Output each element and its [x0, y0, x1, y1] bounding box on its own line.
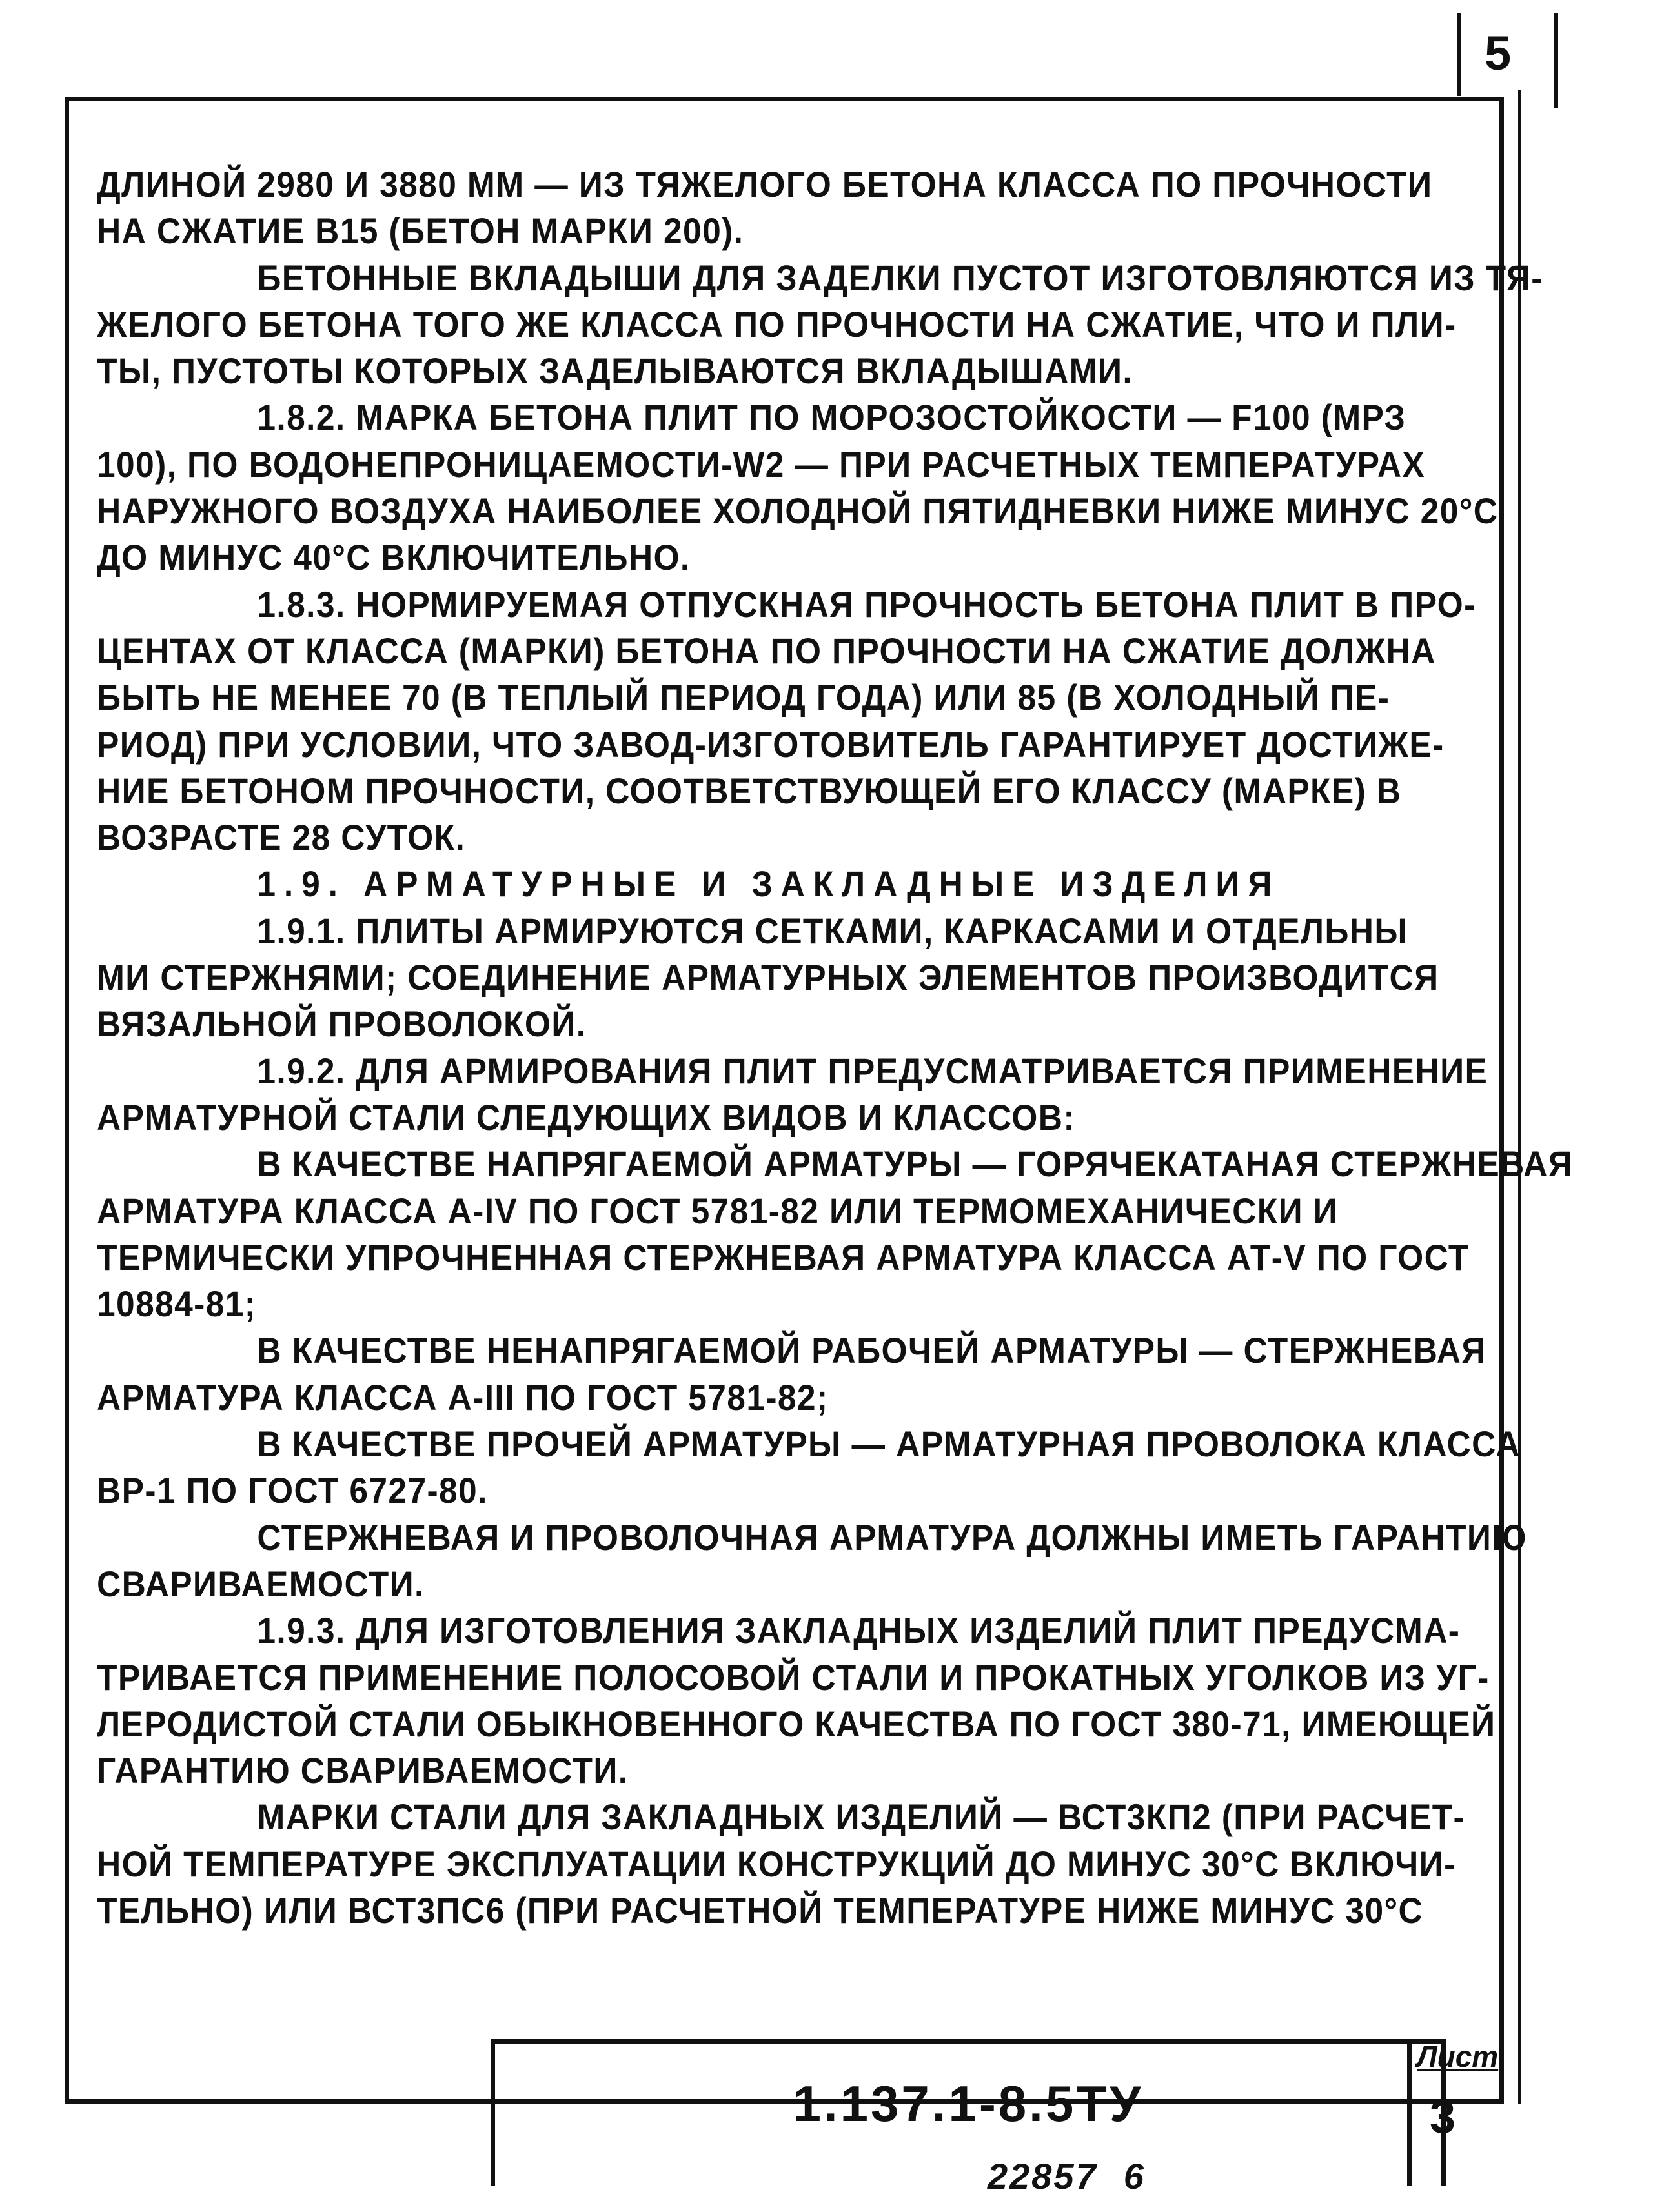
- text-line: НОЙ ТЕМПЕРАТУРЕ ЭКСПЛУАТАЦИИ КОНСТРУКЦИЙ ДО МИНУС 30°С ВКЛЮЧИ-: [97, 1843, 1456, 1884]
- text-line: СВАРИВАЕМОСТИ.: [97, 1563, 425, 1604]
- inventory-number: 22857: [988, 2156, 1098, 2197]
- text-line: ТЕРМИЧЕСКИ УПРОЧНЕННАЯ СТЕРЖНЕВАЯ АРМАТУРА КЛАССА АТ-V ПО ГОСТ: [97, 1236, 1470, 1278]
- text-line: В КАЧЕСТВЕ ПРОЧЕЙ АРМАТУРЫ — АРМАТУРНАЯ ПРОВОЛОКА КЛАССА: [257, 1423, 1521, 1465]
- text-line: ГАРАНТИЮ СВАРИВАЕМОСТИ.: [97, 1750, 629, 1791]
- text-line: НА СЖАТИЕ В15 (БЕТОН МАРКИ 200).: [97, 210, 744, 252]
- text-line: ВР-1 ПО ГОСТ 6727-80.: [97, 1470, 488, 1511]
- text-line: В КАЧЕСТВЕ НАПРЯГАЕМОЙ АРМАТУРЫ — ГОРЯЧЕКАТАНАЯ СТЕРЖНЕВАЯ: [257, 1143, 1574, 1185]
- sheet-number: 3: [1430, 2091, 1456, 2143]
- text-line: НАРУЖНОГО ВОЗДУХА НАИБОЛЕЕ ХОЛОДНОЙ ПЯТИДНЕВКИ НИЖЕ МИНУС 20°С: [97, 490, 1499, 532]
- document-code: 1.137.1-8.5ТУ: [793, 2075, 1144, 2132]
- section-heading: 1.9. АРМАТУРНЫЕ И ЗАКЛАДНЫЕ ИЗДЕЛИЯ: [257, 863, 1281, 905]
- text-line: АРМАТУРА КЛАССА А-III ПО ГОСТ 5781-82;: [97, 1376, 829, 1418]
- text-line: МИ СТЕРЖНЯМИ; СОЕДИНЕНИЕ АРМАТУРНЫХ ЭЛЕМЕНТОВ ПРОИЗВОДИТСЯ: [97, 957, 1439, 998]
- text-line: ЛЕРОДИСТОЙ СТАЛИ ОБЫКНОВЕННОГО КАЧЕСТВА ПО ГОСТ 380-71, ИМЕЮЩЕЙ: [97, 1703, 1496, 1744]
- text-line: В КАЧЕСТВЕ НЕНАПРЯГАЕМОЙ РАБОЧЕЙ АРМАТУРЫ — СТЕРЖНЕВАЯ: [257, 1330, 1486, 1371]
- text-line: ТРИВАЕТСЯ ПРИМЕНЕНИЕ ПОЛОСОВОЙ СТАЛИ И ПРОКАТНЫХ УГОЛКОВ ИЗ УГ-: [97, 1656, 1490, 1698]
- text-line: РИОД) ПРИ УСЛОВИИ, ЧТО ЗАВОД-ИЗГОТОВИТЕЛЬ ГАРАНТИРУЕТ ДОСТИЖЕ-: [97, 723, 1445, 765]
- text-line: 1.8.3. НОРМИРУЕМАЯ ОТПУСКНАЯ ПРОЧНОСТЬ БЕТОНА ПЛИТ В ПРО-: [257, 583, 1476, 625]
- text-line: БЕТОННЫЕ ВКЛАДЫШИ ДЛЯ ЗАДЕЛКИ ПУСТОТ ИЗГОТОВЛЯЮТСЯ ИЗ ТЯ-: [257, 257, 1543, 298]
- text-line: ВЯЗАЛЬНОЙ ПРОВОЛОКОЙ.: [97, 1003, 587, 1045]
- sheet-label: Лист: [1417, 2040, 1499, 2073]
- text-line: ЖЕЛОГО БЕТОНА ТОГО ЖЕ КЛАССА ПО ПРОЧНОСТИ НА СЖАТИЕ, ЧТО И ПЛИ-: [97, 303, 1457, 345]
- text-line: ДО МИНУС 40°С ВКЛЮЧИТЕЛЬНО.: [97, 537, 691, 578]
- inventory-stamp: [988, 2155, 1146, 2197]
- text-line: ВОЗРАСТЕ 28 СУТОК.: [97, 817, 466, 858]
- text-line: 10884-81;: [97, 1283, 257, 1325]
- text-line: АРМАТУРА КЛАССА А-IV ПО ГОСТ 5781-82 ИЛИ ТЕРМОМЕХАНИЧЕСКИ И: [97, 1190, 1339, 1231]
- text-line: ЦЕНТАХ ОТ КЛАССА (МАРКИ) БЕТОНА ПО ПРОЧНОСТИ НА СЖАТИЕ ДОЛЖНА: [97, 630, 1436, 671]
- copy-number: 6: [1123, 2156, 1146, 2197]
- text-line: 1.9.2. ДЛЯ АРМИРОВАНИЯ ПЛИТ ПРЕДУСМАТРИВАЕТСЯ ПРИМЕНЕНИЕ: [257, 1050, 1488, 1091]
- document-body: [97, 161, 1574, 1934]
- text-line: СТЕРЖНЕВАЯ И ПРОВОЛОЧНАЯ АРМАТУРА ДОЛЖНЫ ИМЕТЬ ГАРАНТИЮ: [257, 1516, 1527, 1558]
- text-line: 1.9.1. ПЛИТЫ АРМИРУЮТСЯ СЕТКАМИ, КАРКАСАМИ И ОТДЕЛЬНЫ: [257, 910, 1408, 951]
- text-line: ТЫ, ПУСТОТЫ КОТОРЫХ ЗАДЕЛЫВАЮТСЯ ВКЛАДЫШАМИ.: [97, 350, 1133, 392]
- page-number: 5: [1485, 26, 1512, 80]
- text-line: 100), ПО ВОДОНЕПРОНИЦАЕМОСТИ-W2 — ПРИ РАСЧЕТНЫХ ТЕМПЕРАТУРАХ: [97, 443, 1426, 485]
- text-line: ДЛИНОЙ 2980 И 3880 ММ — ИЗ ТЯЖЕЛОГО БЕТОНА КЛАССА ПО ПРОЧНОСТИ: [97, 164, 1433, 205]
- text-line: НИЕ БЕТОНОМ ПРОЧНОСТИ, СООТВЕТСТВУЮЩЕЙ ЕГО КЛАССУ (МАРКЕ) В: [97, 770, 1402, 811]
- frame-right-margin-line: [1518, 90, 1521, 2104]
- text-line: ТЕЛЬНО) ИЛИ ВСТ3ПС6 (ПРИ РАСЧЕТНОЙ ТЕМПЕРАТУРЕ НИЖЕ МИНУС 30°С: [97, 1889, 1424, 1931]
- text-line: 1.8.2. МАРКА БЕТОНА ПЛИТ ПО МОРОЗОСТОЙКОСТИ — F100 (МРЗ: [257, 397, 1406, 438]
- text-line: БЫТЬ НЕ МЕНЕЕ 70 (В ТЕПЛЫЙ ПЕРИОД ГОДА) ИЛИ 85 (В ХОЛОДНЫЙ ПЕ-: [97, 677, 1390, 718]
- text-line: АРМАТУРНОЙ СТАЛИ СЛЕДУЮЩИХ ВИДОВ И КЛАССОВ:: [97, 1096, 1075, 1138]
- text-line: МАРКИ СТАЛИ ДЛЯ ЗАКЛАДНЫХ ИЗДЕЛИЙ — ВСТ3КП2 (ПРИ РАСЧЕТ-: [257, 1796, 1466, 1838]
- text-line: 1.9.3. ДЛЯ ИЗГОТОВЛЕНИЯ ЗАКЛАДНЫХ ИЗДЕЛИЙ ПЛИТ ПРЕДУСМА-: [257, 1610, 1461, 1651]
